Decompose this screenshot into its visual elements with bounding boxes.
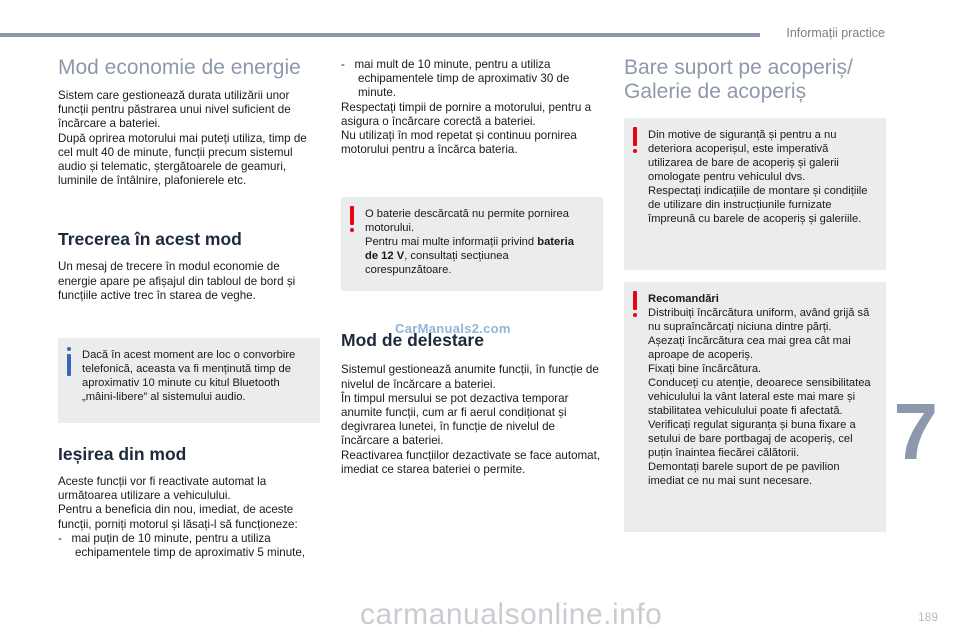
recommendations-box	[624, 282, 886, 532]
watermark-logo: CarManuals2.com	[395, 321, 511, 336]
exit-list-item-2: - mai mult de 10 minute, pentru a utiliza echipamentele timp de aproximativ 30 de minute.	[341, 58, 570, 100]
recommendation-item: Verificați regulat siguranța și buna fixare a setului de bare portbagaj de acoperiș, cel puțin înaintea fiecărei călătorii.	[648, 419, 856, 459]
enter-mode-title: Trecerea în acest mod	[58, 229, 242, 250]
load-shed-body-1: Sistemul gestionează anumite funcții, în funcție de nivelul de încărcare a bateriei.	[341, 363, 599, 391]
header-rule	[0, 33, 760, 37]
enter-mode-body: Un mesaj de trecere în modul economie de energie apare pe afișajul din tabloul de bord și funcțiile active trec în starea de veghe.	[58, 260, 296, 302]
exit-mode-body-1: Aceste funcții vor fi reactivate automat la următoarea utilizare a vehiculului.	[58, 475, 267, 503]
recommendation-item: Așezați încărcătura cea mai grea cât mai aproape de acoperiș.	[648, 335, 851, 361]
battery-warning-line-2: Pentru mai multe informații privind bateria de 12 V, consultați secțiunea corespunzătoare.	[365, 236, 574, 277]
roof-bars-title-line-2: Galerie de acoperiș	[624, 80, 807, 103]
recommendation-item: Distribuiți încărcătura uniform, având grijă să nu supraîncărcați niciuna dintre părți.	[648, 307, 870, 333]
chapter-number: 7	[893, 387, 938, 476]
roof-warning-text-1: Din motive de siguranță și pentru a nu deteriora acoperișul, este imperativă utilizarea de bare de acoperiș și galerii omologate pentru vehiculul dvs.	[648, 129, 839, 183]
watermark-footer: carmanualsonline.info	[360, 598, 663, 631]
battery-link-text: bateria de 12 V	[365, 236, 574, 263]
battery-warning-line-1: O baterie descărcată nu permite pornirea motorului.	[365, 208, 569, 235]
load-shed-body-2: În timpul mersului se pot dezactiva temporar anumite funcții, cum ar fi aerul condiționat și degivrarea lunetei, în funcție de nivelul de încărcare a bateriei.	[341, 391, 569, 448]
info-box	[58, 338, 320, 423]
roof-bars-title-line-1: Bare suport pe acoperiș/	[624, 56, 853, 79]
load-shed-title: Mod de delestare	[341, 330, 484, 351]
load-shed-body-3: Reactivarea funcțiilor dezactivate se face automat, imediat ce starea bateriei o permite.	[341, 448, 601, 476]
info-box-text: Dacă în acest moment are loc o convorbire telefonică, aceasta va fi menținută timp de aproximativ 10 minute cu kitul Bluetooth „mâini-libere” al sistemului audio.	[82, 349, 296, 404]
engine-run-body-2: Nu utilizați în mod repetat și continuu pornirea motorului pentru a încărca bateria.	[341, 129, 577, 157]
recommendation-item: Conduceți cu atenție, deoarece sensibilitatea vehiculului la vânt lateral este mai mare și stabilitatea vehiculului poate fi afectată.	[648, 377, 871, 417]
exit-list-item-1: - mai puțin de 10 minute, pentru a utiliza echipamentele timp de aproximativ 5 minute,	[58, 531, 306, 560]
recommendation-item: Demontați barele suport de pe pavilion imediat ce nu mai sunt necesare.	[648, 461, 840, 487]
roof-warning-text-2: Respectați indicațiile de montare și condițiile de utilizare din instrucțiunile furnizate împreună cu barele de acoperiș și galeriile.	[648, 185, 868, 225]
warning-icon	[349, 206, 355, 234]
column-1	[58, 56, 320, 560]
battery-warning-box	[341, 197, 603, 291]
exit-mode-title: Ieșirea din mod	[58, 444, 187, 465]
exit-mode-body-2: Pentru a beneficia din nou, imediat, de aceste funcții, porniți motorul și lăsați-l să funcționeze:	[58, 503, 298, 531]
section-title: Informații practice	[786, 26, 885, 40]
eco-mode-body-1: Sistem care gestionează durata utilizării unor funcții pentru păstrarea unui nivel suficient de încărcare a bateriei.	[58, 89, 291, 131]
eco-mode-title: Mod economie de energie	[58, 56, 301, 79]
recommendations-title: Recomandări	[648, 293, 719, 305]
warning-icon	[632, 127, 638, 155]
info-icon	[66, 347, 72, 377]
eco-mode-body-2: După oprirea motorului mai puteți utiliza, timp de cel mult 40 de minute, funcții precum sistemul audio și telematic, ștergătoarele de geamuri, luminile de întâlnire, plafonierele etc.	[58, 131, 307, 188]
column-2	[341, 58, 603, 477]
recommendation-item: Fixați bine încărcătura.	[648, 363, 762, 375]
page-number: 189	[917, 610, 938, 624]
warning-icon	[632, 291, 638, 319]
roof-bars-title	[624, 56, 886, 104]
roof-warning-box	[624, 118, 886, 270]
column-3	[624, 56, 886, 532]
engine-run-body-1: Respectați timpii de pornire a motorului, pentru a asigura o încărcare corectă a bateriei.	[341, 100, 592, 128]
